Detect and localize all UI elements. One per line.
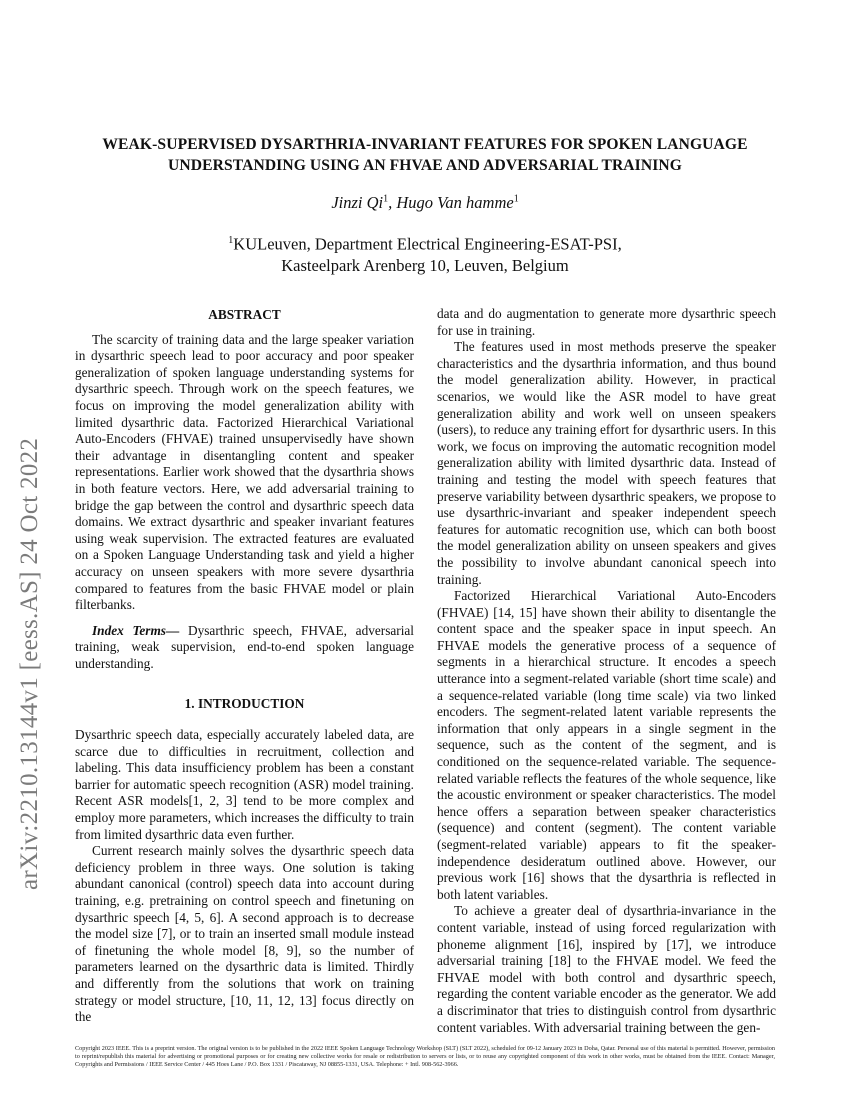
abstract-text: The scarcity of training data and the large speaker variation in dysarthric speech lead to poor accuracy and poor speaker generalization of spoken language understanding systems for dysarthric speech. Through work on the speech features, we focus on improving the model generalization ability with limited dysarthric data. Factorized Hierarchical Variational Auto-Encoders (FHVAE) trained unsupervisedly have shown their advantage in disentangling content and speaker representations. Earlier work showed that the dysarthria shows in both feature vectors. Here, we add adversarial training to bridge the gap between the control and dysarthric speech data domains. We extract dysarthric and speaker invariant features using weak supervision. The extracted features are evaluated on a Spoken Language Understanding task and yield a higher accuracy on unseen speakers with more severe dysarthria compared to features from the basic FHVAE model or plain filterbanks.: [75, 331, 414, 613]
paper-title: [90, 134, 760, 176]
affiliation: [90, 230, 760, 276]
author-affiliation-mark: 1: [383, 193, 389, 205]
introduction-paragraph: Dysarthric speech data, especially accurately labeled data, are scarce due to difficulties in recruitment, collection and labeling. This data insufficiency problem has been a constant barrier for automatic speech recognition (ASR) model training. Recent ASR models[1, 2, 3] tend to be more complex and employ more parameters, which increases the difficulty to train from limited dysarthric data even further.: [75, 727, 414, 842]
abstract-heading: ABSTRACT: [208, 307, 281, 322]
right-column: [437, 306, 776, 1036]
author-name: Hugo Van hamme: [396, 193, 514, 212]
body-paragraph: The features used in most methods preserve the speaker characteristics and the dysarthria information, and thus bound the model generalization ability. However, in practical scenarios, we would like the ASR model to have great generalization ability and work well on unseen speakers (users), to reduce any training effort for dysarthric users. In this work, we focus on improving the automatic recognition model generalization ability with limited dysarthric data. Instead of training and testing the model with speech features that preserve variability between dysarthric speakers, we propose to use dysarthric-invariant and speaker independent speech features for automatic recognition use, which can both boost the model generalization ability on unseen speakers and gives the possibility to involve abundant canonical speech into training.: [437, 339, 776, 587]
index-terms-label: Index Terms—: [92, 622, 180, 638]
introduction-heading: 1. INTRODUCTION: [184, 696, 305, 712]
introduction-paragraph: Current research mainly solves the dysarthric speech data deficiency problem in three ways. One solution is taking abundant canonical (control) speech data into account during training, e.g. pretraining on control speech and finetuning on dysarthric speech [4, 5, 6]. A second approach is to decrease the model size [7], or to train an inserted small module instead of finetuning the whole model [8, 9], so the number of parameters learned on the dysarthric data is limited. Thirdly and differently from the solutions that work on training strategy or model structure, [10, 11, 12, 13] focus directly on the: [75, 843, 414, 1025]
author-list: [90, 193, 760, 213]
paper-title-line-2: UNDERSTANDING USING AN FHVAE AND ADVERSARIAL TRAINING: [168, 157, 682, 174]
affiliation-line-2: Kasteelpark Arenberg 10, Leuven, Belgium: [281, 255, 569, 275]
left-column: [75, 307, 414, 1026]
author-name: Jinzi Qi: [331, 193, 384, 212]
paper-title-line-1: WEAK-SUPERVISED DYSARTHRIA-INVARIANT FEATURES FOR SPOKEN LANGUAGE: [102, 136, 748, 153]
body-paragraph: Factorized Hierarchical Variational Auto-Encoders (FHVAE) [14, 15] have shown their ability to disentangle the content space and the speaker space in input speech. An FHVAE models the generative process of a sequence of segments in a hierarchical structure. It encodes a speech utterance into a segment-related variable (short time scale) and a sequence-related variable (long time scale) via two linked encoders. The segment-related latent variable represents the information that only appears in a single segment in the sequence, such as the content of the segment, and is conditioned on the sequence-related variable. The sequence-related variable reflects the features of the whole sequence, like the acoustic environment or speaker characteristics. The model hence offers a separation between speaker characteristics (sequence) and content (segment). The content variable (segment-related variable) appears to fit the speaker-independence desideratum outlined above. However, our previous work [16] shows that the dysarthria is reflected in both latent variables.: [437, 588, 776, 902]
body-paragraph: To achieve a greater deal of dysarthria-invariance in the content variable, instead of using forced regularization with phoneme alignment [16], inspired by [17], we introduce adversarial training [18] to the FHVAE model. We feed the FHVAE model with both control and dysarthric speech, regarding the content variable encoder as the generator. We add a discriminator that tries to distinguish control from dysarthric content variables. With adversarial training between the gen-: [437, 903, 776, 1035]
copyright-footer: Copyright 2023 IEEE. This is a preprint version. The original version is to be published in the 2022 IEEE Spoken Language Technology Workshop (SLT) (SLT 2022), scheduled for 09-12 January 2023 in Doha, Qatar. Personal use of this material is permitted. However, permission to reprint/republish this material for advertising or promotional purposes or for creating new collective works for resale or redistribution to servers or lists, or to reuse any copyrighted component of this work in other works, must be obtained from the IEEE. Contact: Manager, Copyrights and Permissions / IEEE Service Center / 445 Hoes Lane / P.O. Box 1331 / Piscataway, NJ 08855-1331, USA. Telephone: + Intl. 908-562-3966.: [75, 1045, 775, 1068]
arxiv-identifier-margin: [16, 290, 64, 890]
index-terms-text: Dysarthric speech, FHVAE, adversarial training, weak supervision, end-to-end spoken language understanding.: [75, 622, 414, 671]
index-terms: [75, 623, 414, 673]
body-paragraph: data and do augmentation to generate more dysarthric speech for use in training.: [437, 306, 776, 338]
affiliation-mark: 1: [228, 235, 234, 246]
author-affiliation-mark: 1: [513, 193, 519, 205]
affiliation-line-1: $^1$KULeuven, Department Electrical Engineering-ESAT-PSI,: [228, 234, 622, 254]
arxiv-identifier: arXiv:2210.13144v1 [eess.AS] 24 Oct 2022: [16, 437, 43, 890]
author-separator: ,: [388, 193, 397, 212]
